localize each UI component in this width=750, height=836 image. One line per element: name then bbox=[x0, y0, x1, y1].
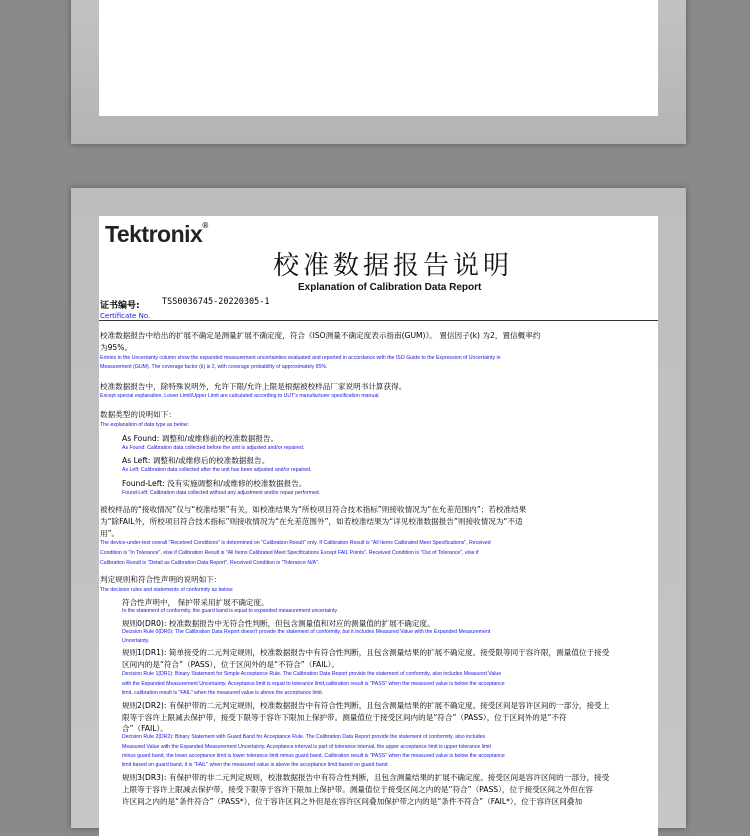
body-text-zh: 规则2(DR2): 有保护带的二元判定规则，校准数据报告中有符合性判断，且包含测量结果的扩展不确定度。接受区间是容许区间的一部分，接受上 bbox=[122, 701, 610, 710]
body-text-zh: 规则1(DR1): 简单接受的二元判定规则，校准数据报告中有符合性判断，且包含测量结果的扩展不确定度。接受限等同于容许限，测量值位于接受 bbox=[122, 648, 610, 657]
body-text-en: The explanation of data type as below: bbox=[100, 422, 189, 428]
body-text-en: Decision Rule 1(DR1): Binary Statement for Simple Acceptance Rule. The Calibration Data Report provide the statement of conformity, also includes Measured Value bbox=[122, 671, 502, 677]
body-text-zh: 校准数据报告中，除特殊说明外，允许下限/允许上限是根据被校样品厂家说明书计算获得。 bbox=[100, 382, 407, 391]
body-text-zh: 区间内的是“符合”（PASS），位于区间外的是“不符合”（FAIL）。 bbox=[122, 660, 340, 669]
body-text-zh: 规则0(DR0): 校准数据报告中无符合性判断，但包含测量值和对应的测量值的扩展不确定度。 bbox=[122, 619, 435, 628]
body-text-zh: 限等于容许上限减去保护带，接受下限等于容许下限加上保护带。测量值位于接受区间内的是“符合”（PASS），位于区间外的是“不符 bbox=[122, 713, 567, 722]
body-text-zh: As Left: 调整和/或维修后的校准数据报告。 bbox=[122, 456, 270, 465]
body-text-zh: 判定规则和符合性声明的说明如下： bbox=[100, 575, 222, 584]
document-page-sheet bbox=[71, 188, 686, 828]
body-text-zh: 合”（FAIL）。 bbox=[122, 724, 168, 733]
body-text-en: Decision Rule 2(DR2): Binary Statement with Guard Band for Acceptance Rule. The Calibration Data Report provide the statement of conformity, also includes bbox=[122, 734, 486, 740]
body-text-en: The decision rules and statements of conformity as below: bbox=[100, 587, 234, 593]
body-text-en: Calibration Result is "Detail as Calibration Data Report", Received Condition is "Tolerance N/A". bbox=[100, 560, 320, 566]
body-text-zh: 许区间之内的是“条件符合”（PASS*），位于容许区间之外但是在容许区间叠加保护带之内的是“条件不符合”（FAIL*），位于容许区间叠加 bbox=[122, 797, 583, 806]
body-text-zh: Found-Left: 没有实施调整和/或维修的校准数据报告。 bbox=[122, 479, 307, 488]
body-text-zh: 用”。 bbox=[100, 529, 120, 538]
body-text-en: In the statement of conformity, the guard band is equal to expanded measurement uncertainty. bbox=[122, 608, 339, 614]
body-text-zh: 数据类型的说明如下： bbox=[100, 410, 176, 419]
header-divider bbox=[99, 320, 658, 321]
page-title-zh: 校准数据报告说明 bbox=[273, 251, 514, 281]
page-title-en: Explanation of Calibration Data Report bbox=[298, 282, 482, 293]
body-text-zh: 上限等于容许上限减去保护带，接受下限等于容许下限加上保护带。测量值位于接受区间之内的是“符合”（PASS），位于接受区间之外但在容 bbox=[122, 785, 594, 794]
body-text-zh: As Found: 调整和/或维修前的校准数据报告。 bbox=[122, 434, 279, 443]
body-text-en: Found-Left: Calibration data collected without any adjustment and/or repair performed. bbox=[122, 490, 321, 496]
body-text-zh: 为95%。 bbox=[100, 343, 133, 352]
body-text-en: Measurement (GUM). The coverage factor (k) is 2, with coverage probability of approximately 95%. bbox=[100, 364, 328, 370]
previous-page-sheet bbox=[71, 0, 686, 144]
body-text-en: limit, calibration result is "FAIL" when the measured value is above the acceptance limit. bbox=[122, 690, 324, 696]
body-text-zh: 符合性声明中， 保护带采用扩展不确定度。 bbox=[122, 598, 269, 607]
body-text-en: As Left: Calibration data collected after the unit has been adjusted and/or repaired. bbox=[122, 467, 312, 473]
body-text-en: The device-under-test overall "Received Conditions" is determined on "Calibration Result" only. If Calibration Result is "All Items Calibrated Meet Specifications", Received bbox=[100, 540, 491, 546]
body-text-en: with the Expanded Measurement Uncertainty. Acceptance limit is equal to tolerance limit,calibration result is "PASS" when the measured value is below the acceptance bbox=[122, 681, 505, 687]
body-text-zh: 为“除FAIL外，所校项目符合技术指标”则接收情况为“在允差范围外”，如若校准结果为“详见校准数据报告”则接收情况为“不适 bbox=[100, 517, 523, 526]
certificate-number: TSS0036745-20220305-1 bbox=[162, 297, 270, 307]
document-page bbox=[99, 216, 658, 836]
body-text-en: Entries in the Uncertainty column show the expanded measurement uncertainties evaluated and reported in accordance with the ISO Guide to the Expression of Uncertainty in bbox=[100, 355, 501, 361]
body-text-en: Decision Rule 0(DR0): The Calibration Data Report doesn't provide the statement of conformity, but it includes Measured Value with the Expanded Measurement bbox=[122, 629, 491, 635]
body-text-en: Except special explanation, Lower Limit/Upper Limit are calculated according to UUT's manufacturer specification manual. bbox=[100, 393, 380, 399]
body-text-en: Uncertainty. bbox=[122, 638, 150, 644]
tektronix-logo: Tektronix® bbox=[105, 221, 208, 247]
body-text-zh: 规则3(DR3): 有保护带的非二元判定规则，校准数据报告中有符合性判断，且包含测量结果的扩展不确定度。接受区间是容许区间的一部分，接受 bbox=[122, 773, 610, 782]
body-text-zh: 被校样品的“接收情况”仅与“校准结果”有关，如校准结果为“所校项目符合技术指标”则接收情况为“在允差范围内”；若校准结果 bbox=[100, 505, 527, 514]
body-text-en: Measured Value with the Expanded Measurement Uncertainty. Acceptance interval is part of tolerance interval, the upper acceptance limit is upper tolerance limit bbox=[122, 744, 491, 750]
body-text-zh: 校准数据报告中给出的扩展不确定是测量扩展不确定度，符合《ISO测量不确定度表示指南(GUM)》。 置信因子(k) 为2，置信概率约 bbox=[100, 331, 541, 340]
body-text-en: minus guard band, the lower acceptance limit is lower tolerance limit minus guard band. Calibration result is "PASS" when the measured value is below the acceptance bbox=[122, 753, 505, 759]
certificate-label-en: Certificate No. bbox=[100, 312, 151, 320]
body-text-en: limit based on guard band, it is "FAIL" when the measured value is above the acceptance limit based on guard band bbox=[122, 762, 388, 768]
previous-page-content bbox=[99, 0, 658, 116]
certificate-label-zh: 证书编号: bbox=[100, 301, 140, 311]
body-text-en: As Found: Calibration data collected before the unit is adjusted and/or repaired. bbox=[122, 445, 305, 451]
body-text-en: Condition is "In Tolerance", else if Calibration Result is "All Items Calibrated Meet Specifications Except FAIL Points", Received Condition is "Out of Tolerance", else if bbox=[100, 550, 479, 556]
